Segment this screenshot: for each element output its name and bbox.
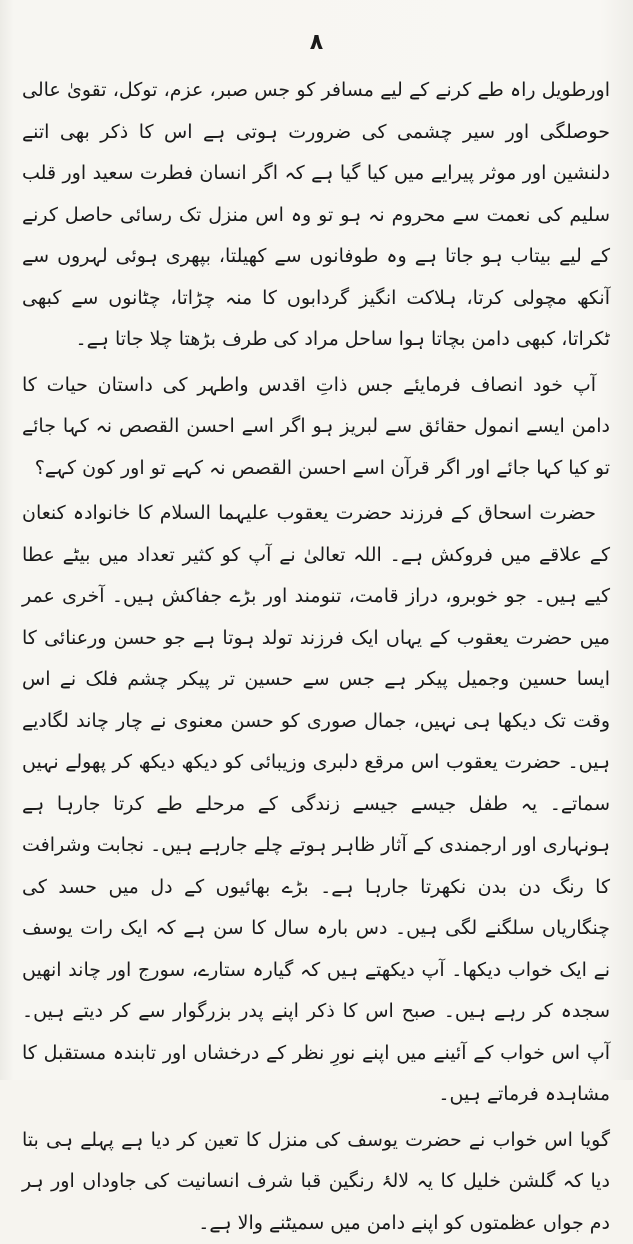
paragraph-2: آپ خود انصاف فرمایئے جس ذاتِ اقدس واطہر کی داستان حیات کا دامن ایسے انمول حقائق سے لبریز ہو اگر اسے احسن القصص نہ کہا جائے تو کیا کہا جائے اور اگر قرآن اسے احسن القصص نہ کہے تو اور کون کہے؟ <box>22 365 610 490</box>
paragraph-4: گویا اس خواب نے حضرت یوسف کی منزل کا تعین کر دیا ہے پہلے ہی بتا دیا کہ گلشن خلیل کا یہ لالۂ رنگین قبا شرف انسانیت کی جاوداں اور ہر دم جواں عظمتوں کو اپنے دامن میں سمیٹنے والا ہے۔ <box>22 1120 610 1244</box>
page-body <box>22 70 610 1244</box>
page-number: ۸ <box>0 30 633 55</box>
paragraph-1: اورطویل راہ طے کرنے کے لیے مسافر کو جس صبر، عزم، توکل، تقویٰ عالی حوصلگی اور سیر چشمی کی ضرورت ہوتی ہے اس کا ذکر بھی اتنے دلنشین اور موثر پیرایے میں کیا گیا ہے کہ اگر انسان فطرت سعید اور قلب سلیم کی نعمت سے محروم نہ ہو تو وہ اس منزل تک رسائی حاصل کرنے کے لیے بیتاب ہو جاتا ہے وہ طوفانوں سے کھیلتا، بپھری ہوئی لہروں سے آنکھ مچولی کرتا، ہلاکت انگیز گردابوں کا منہ چڑاتا، چٹانوں سے کبھی ٹکراتا، کبھی دامن بچاتا ہوا ساحل مراد کی طرف بڑھتا چلا جاتا ہے۔ <box>22 70 610 361</box>
paragraph-3: حضرت اسحاق کے فرزند حضرت یعقوب علیہما السلام کا خانوادہ کنعان کے علاقے میں فروکش ہے۔ اللہ تعالیٰ نے آپ کو کثیر تعداد میں بیٹے عطا کیے ہیں۔ جو خوبرو، دراز قامت، تنومند اور بڑے جفاکش ہیں۔ آخری عمر میں حضرت یعقوب کے یہاں ایک فرزند تولد ہوتا ہے جو حسن ورعنائی کا ایسا حسین وجمیل پیکر ہے جس سے حسین تر پیکر چشم فلک نے اس وقت تک دیکھا ہی نہیں، جمال صوری کو حسن معنوی نے چار چاند لگادیے ہیں۔ حضرت یعقوب اس مرقع دلبری وزیبائی کو دیکھ دیکھ کر پھولے نہیں سماتے۔ یہ طفل جیسے جیسے زندگی کے مرحلے طے کرتا جارہا ہے ہونہاری اور ارجمندی کے آثار ظاہر ہوتے چلے جارہے ہیں۔ نجابت وشرافت کا رنگ دن بدن نکھرتا جارہا ہے۔ بڑے بھائیوں کے دل میں حسد کی چنگاریاں سلگنے لگی ہیں۔ دس بارہ سال کا سن ہے کہ ایک رات یوسف نے ایک خواب دیکھا۔ آپ دیکھتے ہیں کہ گیارہ ستارے، سورج اور چاند انھیں سجدہ کر رہے ہیں۔ صبح اس کا ذکر اپنے پدر بزرگوار سے کر دیتے ہیں۔ آپ اس خواب کے آئینے میں اپنے نورِ نظر کے درخشاں اور تابندہ مستقبل کا مشاہدہ فرماتے ہیں۔ <box>22 493 610 1116</box>
